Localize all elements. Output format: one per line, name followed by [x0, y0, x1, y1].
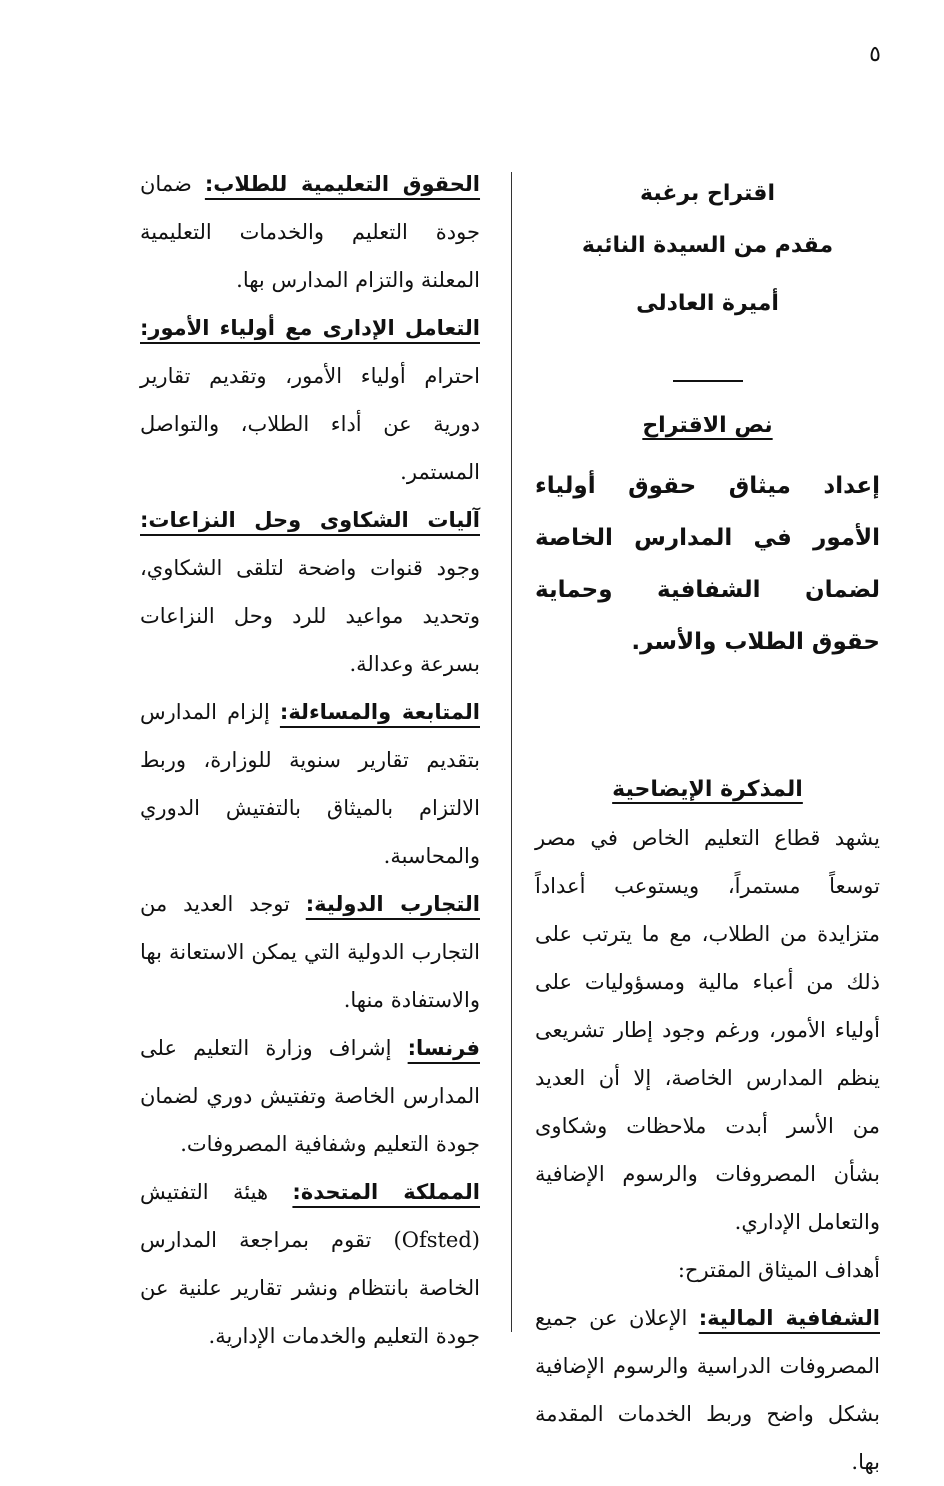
goal-item — [140, 1024, 480, 1168]
goals-intro: أهداف الميثاق المقترح: — [677, 1258, 880, 1282]
memo-title-text: المذكرة الإيضاحية — [612, 777, 803, 802]
memo-body: يشهد قطاع التعليم الخاص في مصر توسعاً مستمراً، ويستوعب أعداداً متزايدة من الطلاب، مع ما يترتب على ذلك من أعباء مالية ومسؤوليات على أولياء الأمور، ورغم وجود إطار تشريعى ينظم المدارس الخاصة، إلا أن العديد من الأسر أبدت ملاحظات وشكاوى بشأن المصروفات والرسوم الإضافية والتعامل الإداري. — [535, 826, 880, 1234]
submitter-line: مقدم من السيدة النائبة — [581, 233, 834, 258]
memo-title — [535, 766, 880, 814]
proposal-text: إعداد ميثاق حقوق أولياء الأمور في المدارس الخاصة لضمان الشفافية وحماية حقوق الطلاب والأسر. — [535, 473, 880, 655]
goal-label: آليات الشكاوى وحل النزاعات: — [140, 508, 480, 532]
goal-text: إلزام المدارس بتقديم تقارير سنوية للوزارة، وربط الالتزام بالميثاق بالتفتيش الدوري والمحاسبة. — [140, 700, 480, 868]
goal-item — [140, 304, 480, 496]
ofsted-acronym: (Ofsted) — [393, 1228, 480, 1252]
right-column — [535, 160, 880, 1486]
goal-label: المملكة المتحدة: — [292, 1180, 480, 1204]
goal-text: احترام أولياء الأمور، وتقديم تقارير دورية عن أداء الطلاب، والتواصل المستمر. — [140, 364, 480, 484]
page-number: ٥ — [869, 42, 881, 67]
goal-label: الشفافية المالية: — [698, 1306, 880, 1330]
goal-text: الإعلان عن جميع المصروفات الدراسية والرسوم الإضافية بشكل واضح وربط الخدمات المقدمة بها. — [535, 1306, 880, 1474]
goal-item — [140, 160, 480, 304]
proposal-title — [535, 402, 880, 450]
heading-rule — [673, 380, 743, 382]
spacer — [535, 668, 880, 766]
goal-text: إشراف وزارة التعليم على المدارس الخاصة وتفتيش دوري لضمان جودة التعليم وشفافية المصروفات. — [140, 1036, 480, 1156]
goal-text: ضمان جودة التعليم والخدمات التعليمية المعلنة والتزام المدارس بها. — [140, 172, 480, 292]
goal-label: التجارب الدولية: — [305, 892, 480, 916]
goal-label: المتابعة والمساءلة: — [279, 700, 480, 724]
proposal-title-text: نص الاقتراح — [642, 413, 773, 438]
goal-item — [140, 880, 480, 1024]
column-divider — [511, 172, 512, 1332]
submitter-name: أميرة العادلى — [636, 291, 779, 316]
goal-text: هيئة التفتيش — [140, 1180, 293, 1204]
goal-label: الحقوق التعليمية للطلاب: — [204, 172, 481, 196]
goal-label: فرنسا: — [407, 1036, 480, 1060]
goal-text-continued: تقوم بمراجعة المدارس الخاصة بانتظام ونشر تقارير علنية عن جودة التعليم والخدمات الإدارية. — [140, 1228, 480, 1348]
goal-text: وجود قنوات واضحة لتلقى الشكاوي، وتحديد مواعيد للرد وحل النزاعات بسرعة وعدالة. — [140, 556, 480, 676]
goal-item — [140, 496, 480, 688]
goal-item-uk — [140, 1168, 480, 1360]
goal-text: توجد العديد من التجارب الدولية التي يمكن الاستعانة بها والاستفادة منها. — [140, 892, 480, 1012]
goal-item — [140, 688, 480, 880]
goal-item-financial-transparency — [535, 1294, 880, 1486]
goal-label: التعامل الإدارى مع أولياء الأمور: — [140, 316, 480, 340]
left-column — [140, 160, 480, 1360]
proposal-type-heading: اقتراح برغبة — [640, 181, 775, 206]
